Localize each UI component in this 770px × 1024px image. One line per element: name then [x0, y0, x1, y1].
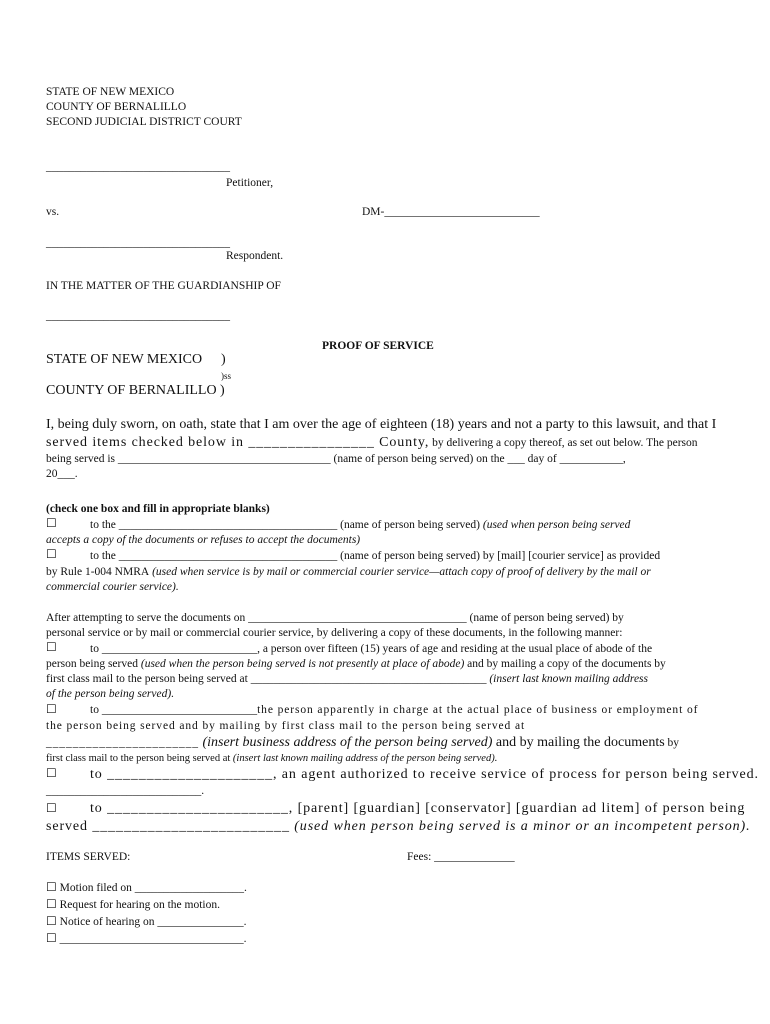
attempt-line: After attempting to serve the documents on ______________________________________ (name of person being served) by: [46, 612, 624, 624]
option-text: by: [664, 737, 680, 749]
venue-paren: ): [221, 352, 226, 367]
option-text: and by mailing the documents: [492, 735, 665, 750]
respondent-label: Respondent.: [226, 250, 284, 262]
option-note: accepts a copy of the documents or refuses to accept the documents): [46, 534, 361, 546]
list-item: [46, 914, 246, 931]
venue-state: STATE OF NEW MEXICO: [46, 352, 203, 367]
option-note: (used when the person being served is not presently at place of abode): [137, 658, 465, 670]
option-text: and by mailing a copy of the documents by: [464, 658, 666, 670]
option-note: commercial courier service).: [46, 581, 179, 593]
option-note: (used when service is by mail or commercial courier service—attach copy of proof of delivery by the mail or: [149, 566, 651, 578]
checkbox-icon[interactable]: ☐: [46, 766, 57, 780]
check-heading: (check one box and fill in appropriate blanks): [46, 503, 270, 515]
petitioner-label: Petitioner,: [226, 177, 274, 189]
oath-line: 20___.: [46, 468, 78, 480]
item-label: Motion filed on ___________________.: [59, 882, 247, 894]
checkbox-icon[interactable]: ☐: [46, 640, 57, 654]
option-text: by Rule 1-004 NMRA: [46, 566, 150, 578]
matter-blank: ________________________________: [46, 310, 230, 322]
item-label: Notice of hearing on _______________.: [59, 916, 247, 928]
option-line: [46, 565, 651, 581]
option-text: person being served: [46, 658, 138, 670]
option-line: [46, 672, 648, 688]
checkbox-icon[interactable]: ☐: [46, 702, 57, 716]
option-text: an agent authorized to receive service of process for person being served.: [277, 767, 759, 782]
option-text: to ___________________________: [90, 704, 258, 716]
option-note: (insert last known mailing address: [486, 673, 649, 685]
checkbox-icon[interactable]: ☐: [46, 914, 57, 928]
vs-label: vs.: [46, 206, 60, 218]
checkbox-icon[interactable]: ☐: [46, 516, 57, 530]
option-text: ___________________________.: [46, 785, 205, 797]
header-state: STATE OF NEW MEXICO: [46, 86, 175, 98]
option-note: of the person being served).: [46, 688, 175, 700]
option-text: first class mail to the person being served at _________________________________________: [46, 673, 487, 685]
document-title: PROOF OF SERVICE: [322, 340, 434, 352]
checkbox-icon[interactable]: ☐: [46, 880, 57, 894]
checkbox-icon[interactable]: ☐: [46, 547, 57, 561]
option-text: to _____________________,: [90, 767, 278, 782]
item-label: Request for hearing on the motion.: [59, 899, 220, 911]
respondent-blank: ________________________________: [46, 237, 230, 249]
attempt-line: personal service or by mail or commercial courier service, by delivering a copy of these documents, in the following manner:: [46, 627, 623, 639]
matter-heading: IN THE MATTER OF THE GUARDIANSHIP OF: [46, 280, 281, 292]
items-heading: ITEMS SERVED:: [46, 851, 131, 863]
checkbox-icon[interactable]: ☐: [46, 801, 57, 815]
option-line: [46, 819, 751, 835]
oath-line: I, being duly sworn, on oath, state that I am over the age of eighteen (18) years and not a party to this lawsuit, and that I: [46, 417, 717, 432]
option-text: to the ______________________________________ (name of person being served) by [mail] [courier service] as provided: [90, 550, 661, 562]
option-line: [46, 751, 497, 767]
option-note: (insert last known mailing address of the person being served).: [230, 753, 498, 764]
option-note: (insert business address of the person being served): [198, 735, 493, 750]
case-number: DM-___________________________: [362, 206, 540, 218]
item-label: ________________________________.: [59, 933, 247, 945]
header-county: COUNTY OF BERNALILLO: [46, 101, 187, 113]
venue-county: COUNTY OF BERNALILLO: [46, 383, 217, 398]
option-text: the person being served and by mailing by first class mail to the person being served at: [46, 720, 526, 732]
option-text: _______________________: [46, 737, 199, 749]
oath-line: [46, 435, 698, 452]
option-text: served _________________________: [46, 819, 290, 834]
option-line: [90, 703, 698, 719]
oath-county-text: served items checked below in ________________ County,: [46, 435, 430, 450]
header-court: SECOND JUDICIAL DISTRICT COURT: [46, 116, 242, 128]
fees-field: Fees: ______________: [407, 851, 515, 863]
option-line: [90, 767, 759, 783]
option-text: to _______________________, [parent] [guardian] [conservator] [guardian ad litem] of person being: [90, 801, 746, 816]
option-note: (used when person being served is a minor or an incompetent person).: [289, 819, 751, 834]
venue-ss: )ss: [221, 371, 232, 381]
checkbox-icon[interactable]: ☐: [46, 897, 57, 911]
venue-paren: ): [220, 383, 225, 398]
option-text: the person apparently in charge at the actual place of business or employment of: [257, 704, 699, 716]
list-item: [46, 931, 247, 948]
option-text: first class mail to the person being served at: [46, 753, 231, 764]
option-text: to the ______________________________________ (name of person being served): [90, 519, 480, 531]
option-note: (used when person being served: [479, 519, 631, 531]
oath-delivery-text: by delivering a copy thereof, as set out below. The person: [429, 437, 698, 449]
option-line: [90, 518, 630, 534]
list-item: [46, 897, 220, 914]
list-item: [46, 880, 247, 897]
option-line: [46, 657, 666, 673]
checkbox-icon[interactable]: ☐: [46, 931, 57, 945]
option-line: [46, 735, 679, 752]
option-text: to ___________________________, a person over fifteen (15) years of age and residing at the usual place of abode of the: [90, 643, 653, 655]
petitioner-blank: ________________________________: [46, 161, 230, 173]
oath-line: being served is _____________________________________ (name of person being served) on the ___ day of ___________,: [46, 453, 626, 465]
